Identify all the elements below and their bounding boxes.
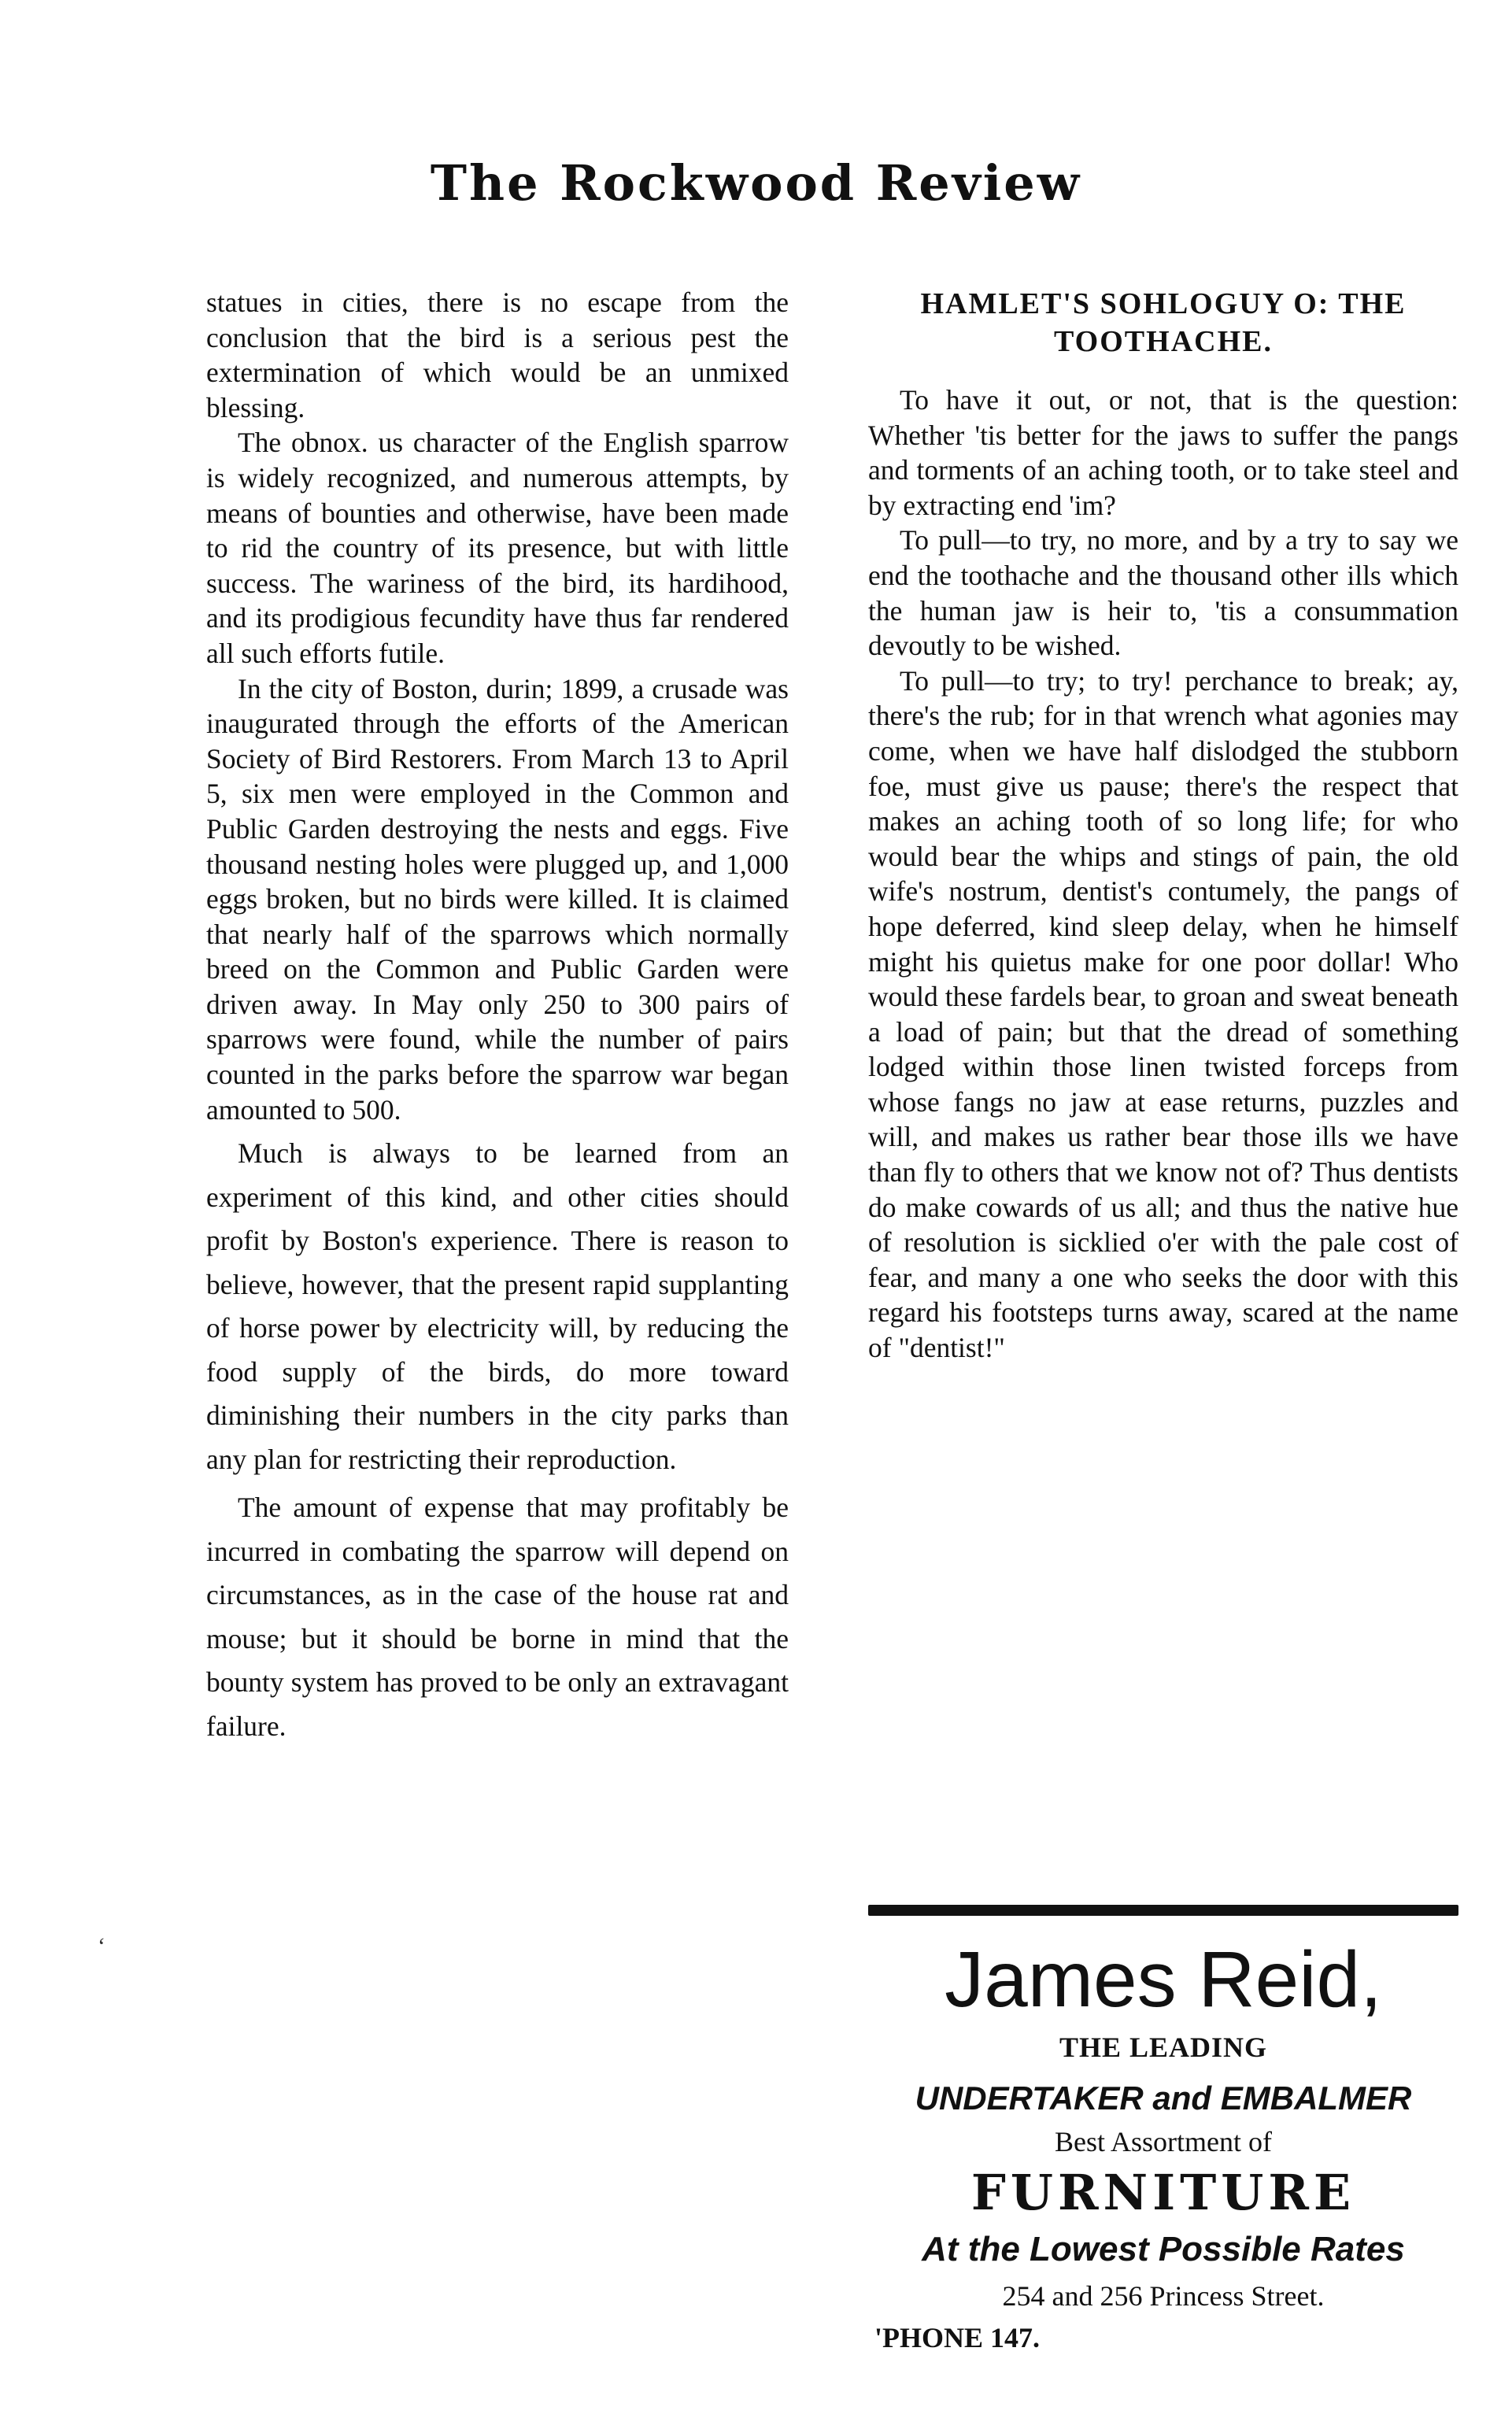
poem-stanza-1: To have it out, or not, that is the question: Whether 'tis better for the jaws to suffer the pangs and torments of an aching tooth, or to take steel and by extracting end 'im? <box>868 384 1458 521</box>
stray-print-mark: ʻ <box>98 1933 105 1959</box>
paragraph-boston-crusade: In the city of Boston, durin; 1899, a crusade was inaugurated through the efforts of the American Society of Bird Restorers. From March 13 to April 5, six men were employed in the Common and Public Garden destroying the nests and eggs. Five thousand nesting holes were plugged up, and 1,000 eggs broken, but no birds were killed. It is claimed that nearly half of the sparrows which normally breed on the Common and Public Garden were driven away. In May only 250 to 300 pairs of sparrows were found, while the number of pairs counted in the parks before the sparrow war began amounted to 500. <box>206 672 789 1126</box>
ad-phone: 'PHONE 147. <box>874 2322 1041 2353</box>
left-column <box>206 285 789 1748</box>
ad-profession: UNDERTAKER and EMBALMER <box>915 2080 1412 2117</box>
ad-business-name: James Reid, <box>945 1935 1382 2024</box>
paragraph-boston-experience: Much is always to be learned from an experiment of this kind, and other cities should profit by Boston's experience. There is reason to believe, however, that the present rapid supplanting of horse power by electricity will, by reducing the food supply of the birds, do more toward diminishing their numbers in the city parks than any plan for restricting their reproduction. <box>206 1137 789 1475</box>
ad-assortment: Best Assortment of <box>1055 2126 1272 2157</box>
paragraph-english-sparrow: The obnox. us character of the English sparrow is widely recognized, and numerous attempts, by means of bounties and otherwise, have been made to rid the country of its presence, but with little success. The wariness of the bird, its hardihood, and its prodigious fecundity have thus far rendered all such efforts futile. <box>206 427 789 669</box>
poem-stanza-3: To pull—to try; to try! perchance to break; ay, there's the rub; for in that wrench what agonies may come, when we have half dislodged the stubborn foe, must give us pause; there's the respect that makes an aching tooth of so long life; for who would bear the whips and stings of pain, the old wife's nostrum, dentist's contumely, the pangs of hope deferred, kind sleep delay, when he himself might his quietus make for one poor dollar! Who would these fardels bear, to groan and sweat beneath a load of pain; but that the dread of something lodged within those linen twisted forceps from whose fangs no jaw at ease returns, puzzles and will, and makes us rather bear those ills we have than fly to others that we know not of? Thus dentists do make cowards of us all; and thus the native hue of resolution is sicklied o'er with the pale cost of fear, and many a one who seeks the door with this regard his footsteps turns away, scared at the name of "dentist!" <box>868 664 1458 1364</box>
advertisement-divider-rule <box>868 1905 1458 1916</box>
right-column <box>868 285 1458 1366</box>
ad-rates: At the Lowest Possible Rates <box>922 2230 1405 2268</box>
poem-stanza-2: To pull—to try, no more, and by a try to say we end the toothache and the thousand other ills which the human jaw is heir to, 'tis a consummation devoutly to be wished. <box>868 524 1458 662</box>
page-header-title: The Rockwood Review <box>430 154 1082 212</box>
paragraph-bounty-expense: The amount of expense that may profitably be incurred in combating the sparrow will depend on circumstances, as in the case of the house rat and mouse; but it should be borne in mind that the bounty system has proved to be only an extravagant failure. <box>206 1492 789 1742</box>
poem-title-line-1: HAMLET'S SOHLOGUY O: THE <box>920 287 1407 320</box>
ad-leading-label: THE LEADING <box>1059 2032 1268 2063</box>
paragraph-sparrow-pest: statues in cities, there is no escape from the conclusion that the bird is a serious pest the extermination of which would be an unmixed blessing. <box>206 287 789 423</box>
poem-title <box>868 285 1458 360</box>
poem-title-line-2: TOOTHACHE. <box>1054 325 1273 358</box>
ad-address: 254 and 256 Princess Street. <box>1002 2280 1325 2312</box>
ad-product: FURNITURE <box>970 2164 1356 2221</box>
advertisement-james-reid <box>868 1932 1458 2357</box>
